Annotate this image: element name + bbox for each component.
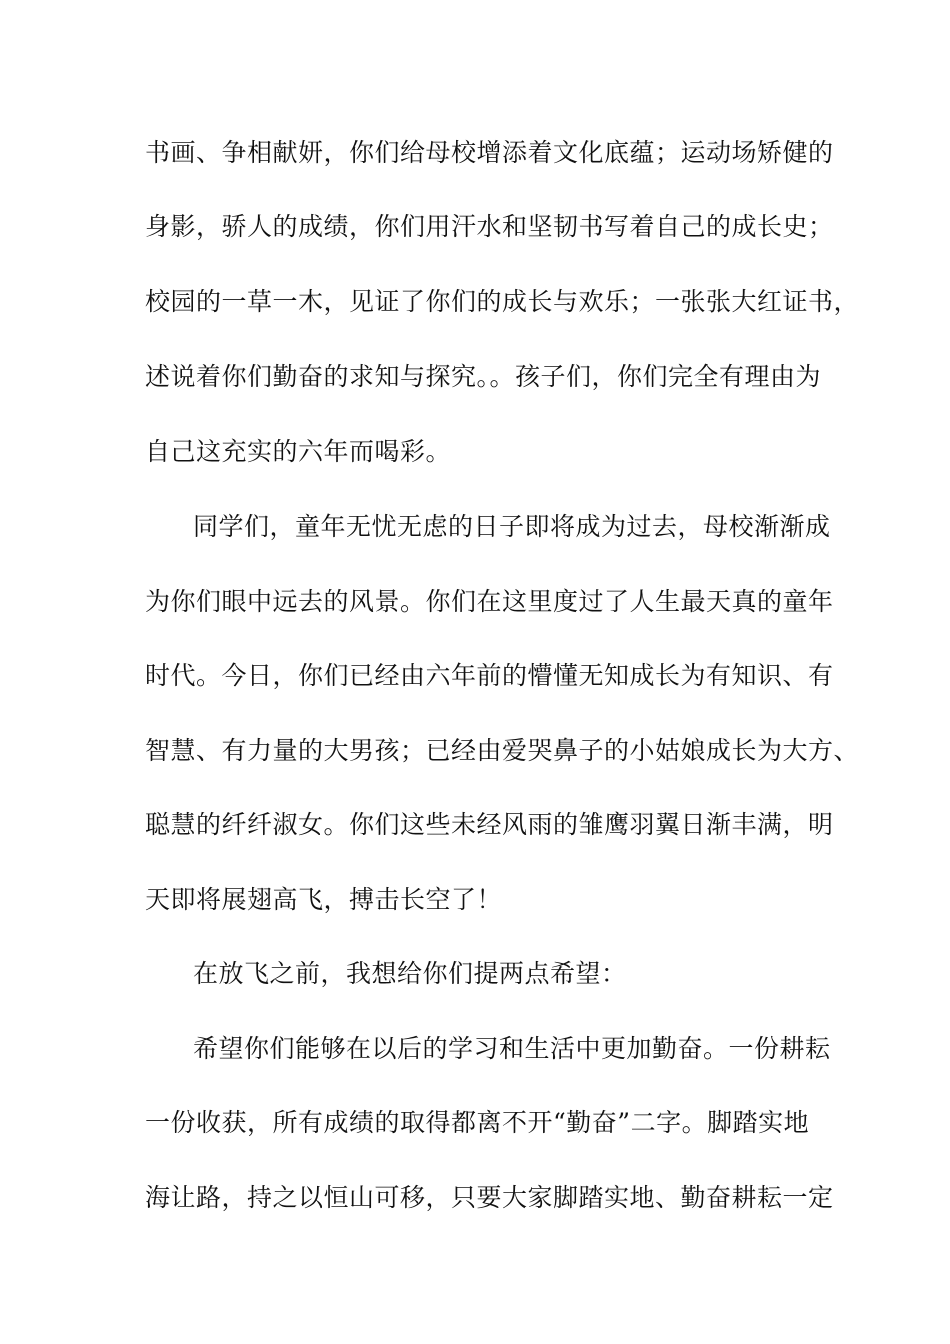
text-line: 一份收获，所有成绩的取得都离不开“勤奋”二字。脚踏实地 bbox=[145, 1108, 810, 1137]
paragraph-first-line: 希望你们能够在以后的学习和生活中更加勤奋。一份耕耘 bbox=[193, 1034, 831, 1063]
text-line: 智慧、有力量的大男孩；已经由爱哭鼻子的小姑娘成长为大方、 bbox=[145, 736, 860, 765]
text-line: 天即将展翅高飞，搏击长空了！ bbox=[145, 885, 503, 914]
text-line: 述说着你们勤奋的求知与探究。。孩子们，你们完全有理由为 bbox=[145, 362, 822, 391]
text-line: 书画、争相献妍，你们给母校增添着文化底蕴；运动场矫健的 bbox=[145, 138, 834, 167]
text-line: 自己这充实的六年而喝彩。 bbox=[145, 437, 452, 466]
text-line: 聪慧的纤纤淑女。你们这些未经风雨的雏鹰羽翼日渐丰满，明 bbox=[145, 810, 834, 839]
text-line: 海让路，持之以恒山可移，只要大家脚踏实地、勤奋耕耘一定 bbox=[145, 1183, 834, 1212]
text-line: 为你们眼中远去的风景。你们在这里度过了人生最天真的童年 bbox=[145, 587, 834, 616]
paragraph-first-line: 同学们，童年无忧无虑的日子即将成为过去，母校渐渐成 bbox=[193, 512, 831, 541]
text-line: 时代。今日，你们已经由六年前的懵懂无知成长为有知识、有 bbox=[145, 661, 834, 690]
paragraph-first-line: 在放飞之前，我想给你们提两点希望： bbox=[193, 959, 627, 988]
text-line: 校园的一草一木，见证了你们的成长与欢乐；一张张大红证书， bbox=[145, 287, 860, 316]
text-line: 身影，骄人的成绩，你们用汗水和坚韧书写着自己的成长史； bbox=[145, 212, 834, 241]
